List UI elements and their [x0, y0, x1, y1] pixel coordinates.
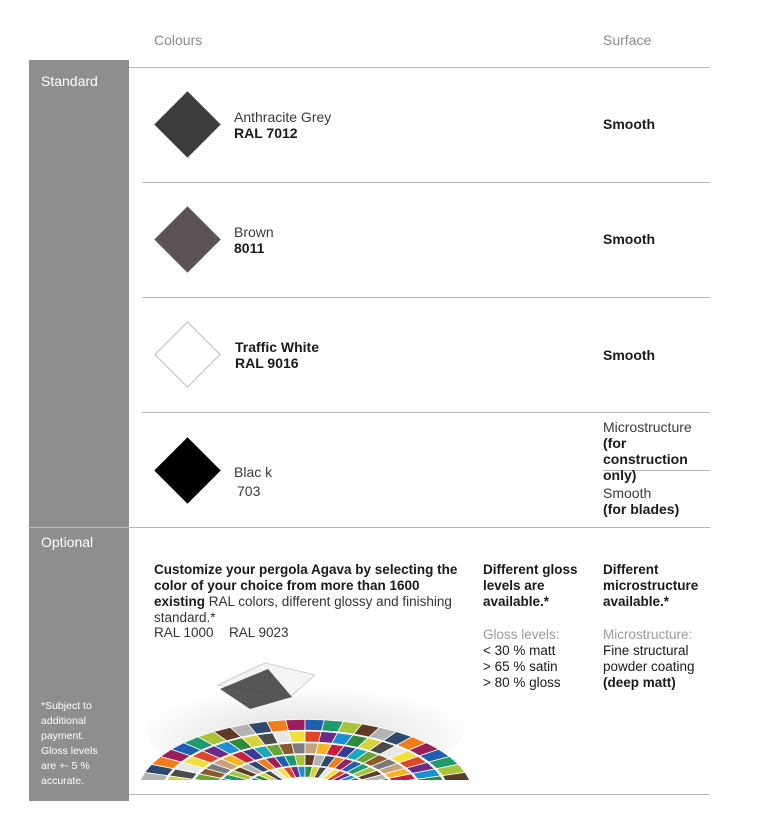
gloss-item: < 30 % matt [483, 643, 556, 658]
surface-value: Smooth [603, 347, 656, 363]
surface-value: Smooth [603, 116, 656, 132]
surface-microstructure [603, 419, 713, 483]
black-swatch [154, 437, 220, 503]
ral-example-2: RAL 9023 [229, 625, 289, 640]
microstructure-label: Microstructure: [603, 627, 693, 642]
gloss-item: > 80 % gloss [483, 675, 561, 690]
surface-value: Smooth [603, 485, 652, 501]
row-divider [142, 412, 710, 413]
standard-section-label: Standard [41, 73, 98, 89]
surface-note: (for construction only) [603, 435, 688, 483]
traffic-white-swatch [154, 321, 220, 387]
anthracite-grey-swatch [154, 91, 220, 157]
colours-column-header: Colours [154, 32, 203, 48]
ral-color-fan-image [140, 645, 470, 780]
microstructure-value: Fine structural powder coating [603, 643, 695, 674]
bottom-divider [129, 794, 710, 795]
microstructure-info [603, 627, 711, 691]
color-name: Brown [234, 224, 274, 240]
color-row-brown [234, 224, 274, 256]
color-code: RAL 9016 [235, 355, 299, 371]
color-row-black [234, 463, 272, 501]
microstructure-heading: Different microstructure available.* [603, 562, 699, 609]
header-divider [129, 67, 710, 68]
color-code: 8011 [234, 240, 265, 256]
surface-note: (for blades) [603, 501, 680, 517]
color-name: Anthracite Grey [234, 109, 332, 125]
surface-smooth-blades [603, 485, 713, 517]
color-row-traffic-white [235, 339, 319, 371]
color-code: RAL 7012 [234, 125, 298, 141]
optional-section-label: Optional [41, 534, 94, 550]
fan-swatch-chip [305, 719, 324, 730]
color-code: 703 [237, 483, 261, 499]
fan-swatch-chip [289, 731, 305, 742]
brown-swatch [154, 206, 220, 272]
row-divider [142, 297, 710, 298]
microstructure-note: (deep matt) [603, 675, 676, 690]
surface-value: Microstructure [603, 419, 692, 435]
gloss-item: > 65 % satin [483, 659, 558, 674]
intro-rest: RAL colors, different glossy and finishing standard.* [154, 594, 452, 625]
section-divider [29, 527, 710, 528]
color-row-anthracite [234, 109, 331, 141]
gloss-levels [483, 627, 593, 691]
sidebar-panel [29, 60, 129, 801]
optional-intro [154, 562, 464, 626]
fan-swatch-chip [286, 719, 305, 730]
ral-example-1: RAL 1000 [154, 625, 214, 640]
intro-bold: Customize your pergola Agava by selecting the color of your choice from more than 1600 existing [154, 562, 458, 609]
color-name: Blac k [234, 464, 273, 480]
row-divider [142, 182, 710, 183]
footnote: *Subject to additional payment. Gloss levels are +- 5 % accurate. [41, 700, 98, 787]
fan-swatch-chip [292, 743, 305, 754]
gloss-label: Gloss levels: [483, 627, 560, 642]
surface-column-header: Surface [603, 32, 652, 48]
color-name: Traffic White [235, 339, 320, 355]
surface-value: Smooth [603, 231, 656, 247]
gloss-heading: Different gloss levels are available.* [483, 562, 578, 609]
